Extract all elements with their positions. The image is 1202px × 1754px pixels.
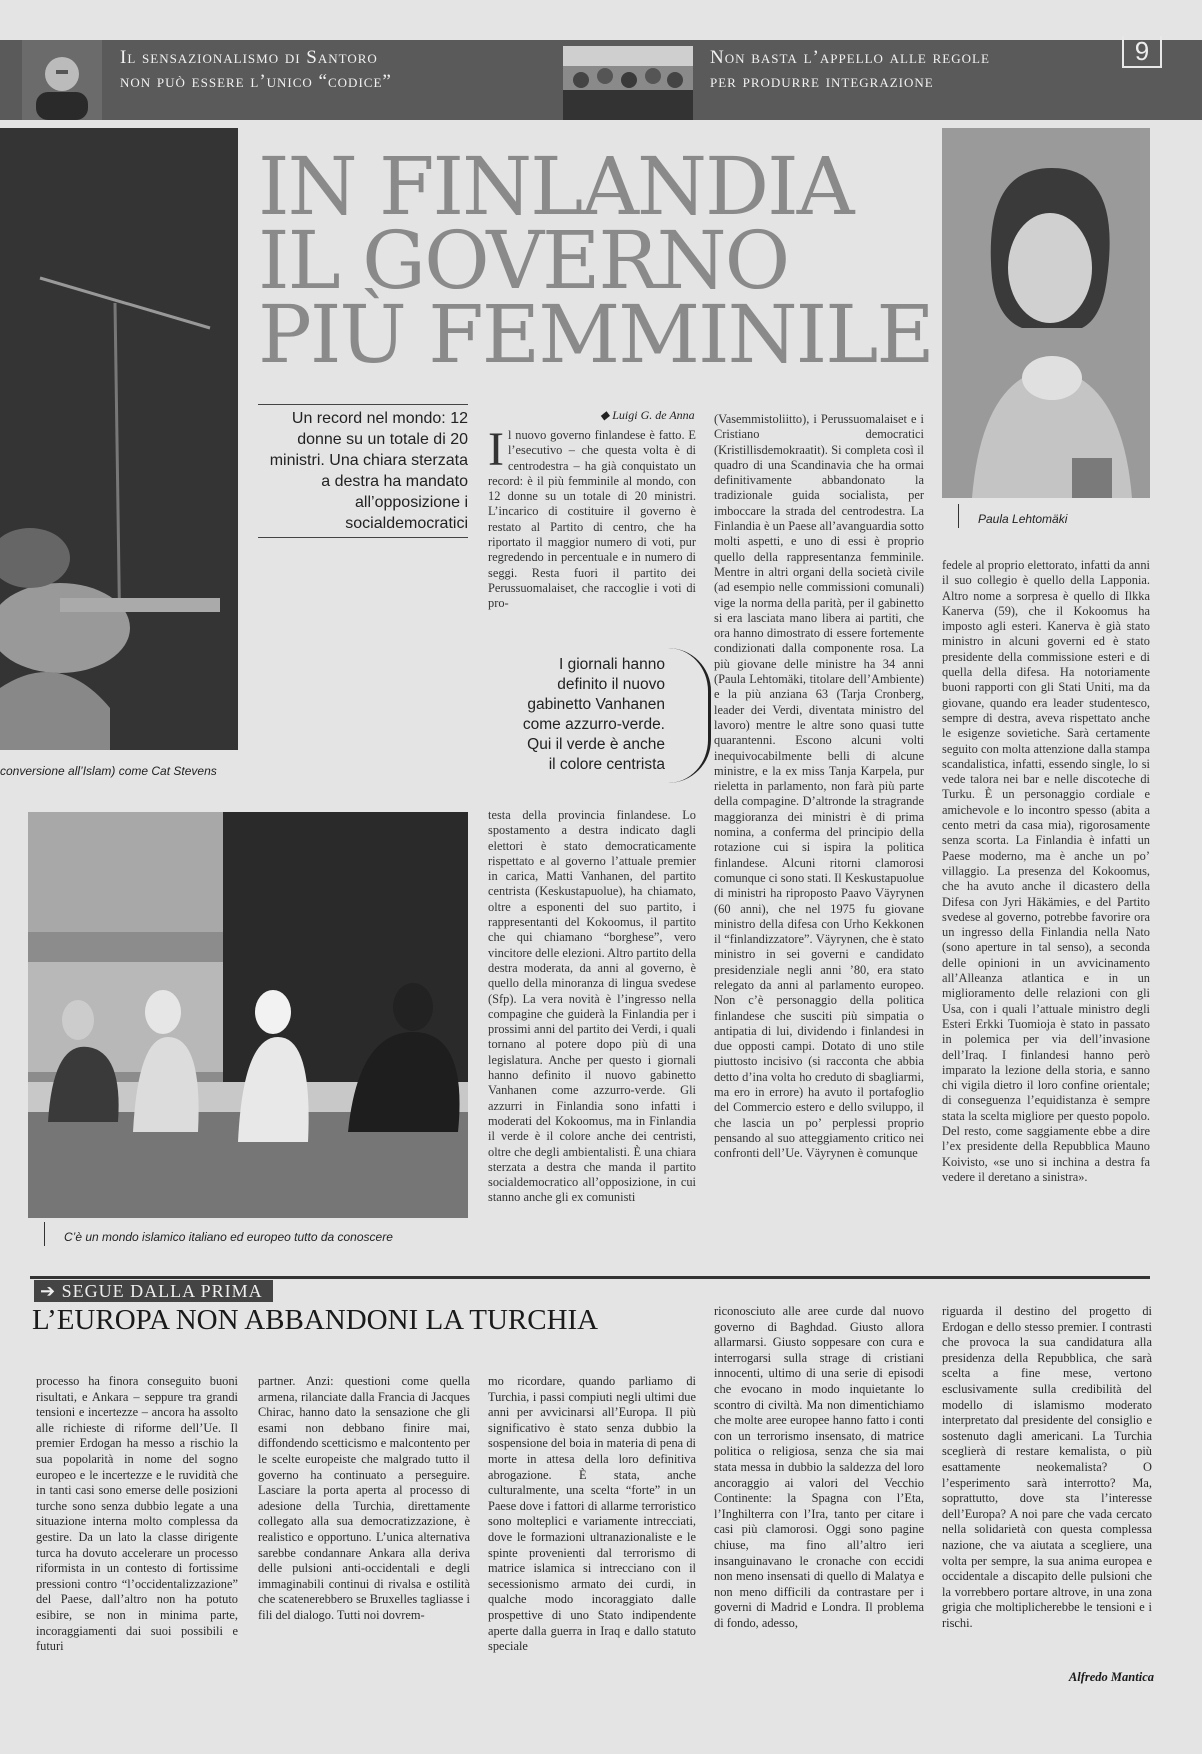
summary-rule-top: [258, 404, 468, 405]
byline: ◆ Luigi G. de Anna: [600, 408, 695, 422]
main-headline: [258, 140, 933, 381]
page-number: 9: [1122, 36, 1162, 68]
article-column-1-text: l nuovo governo finlandese è fatto. E l’esecutivo – che questa volta è di centrodestra – ha già conquistato un record: è il più femminile al mondo, con 12 donne su un totale di 20 ministri. L’incarico di costituire il governo è restato al Partito di centro, che ha riportato il maggior numero di voti, pur regredendo in percentuale e in numero di seggi. Resta fuori il partito dei Perussuomalaiset, che raccoglie i voti di pro-: [488, 428, 696, 611]
article-column-1: [488, 428, 696, 623]
portrait-caption: Paula Lehtomäki: [978, 512, 1068, 526]
byline-author: Luigi G. de Anna: [612, 408, 695, 422]
teaser-left-line2: non può essere l’unico “codice”: [120, 71, 392, 92]
secondary-headline: L’EUROPA NON ABBANDONI LA TURCHIA: [32, 1304, 599, 1336]
headline-line3: PIÙ FEMMINILE: [258, 288, 933, 381]
santoro-thumbnail: [22, 40, 102, 120]
group-photo-caption: C’è un mondo islamico italiano ed europeo tutto da conoscere: [64, 1230, 393, 1244]
pull-quote: I giornali hanno definito il nuovo gabinetto Vanhanen come azzurro-verde. Qui il verde è anche il colore centrista: [522, 656, 665, 773]
secondary-column-2: partner. Anzi: questioni come quella armena, rilanciate dalla Francia di Jacques Chirac, hanno dato la sensazione che gli esami non debbano finire mai, diffondendo scetticismo e malcontento per le scelte europeiste che malgrado tutto il governo ha continuato a perseguire. Lasciare la porta aperta al processo di adesione della Turchia, direttamente collegato alla sua democratizzazione, è realistico e opportuno. L’unica alternativa sarebbe condannare Ankara alla deriva delle pulsioni anti-occidentali e degli immaginabili continui di rivalsa e ostilità che scatenerebbero se Bruxelles tagliasse i fili del dialogo. Tutti noi dovrem-: [258, 1374, 470, 1622]
teaser-left-line1: Il sensazionalismo di Santoro: [120, 47, 378, 68]
concert-photo-caption: conversione all’Islam) come Cat Stevens: [0, 764, 217, 778]
secondary-column-1: processo ha finora conseguito buoni risultati, e Ankara – seppure tra grandi tensioni e incertezze – ancora ha assolto alle richieste di riforme dell’Ue. Il premier Erdogan ha messo a rischio la sua popolarità in nome del sogno europeo e le incertezze e le ruvidità che in tanti casi sono emerse delle posizioni turche sono senza dubbio legate a una situazione interna molto complessa da gestire. Da un lato la classe dirigente turca ha dovuto accelerare un processo riformista in un contesto di fortissime pressioni contro “l’occidentalizzazione” del Paese, dall’altro non ha potuto esibire, se non in minima parte, incoraggiamenti dai suoi possibili e futuri: [36, 1374, 238, 1654]
secondary-column-3: mo ricordare, quando parliamo di Turchia, i passi compiuti negli ultimi due anni per avvicinarsi all’Europa. Il più significativo è stato senza dubbio la sospensione del boia in materia di pena di morte in attesa della loro definitiva abrogazione. È stata, anche culturalmente, una scelta “forte” in un Paese dove i fattori di allarme terroristico sono molteplici e variamente intrecciati, dove le formazioni ultranazionaliste e le spinte provenienti dal terrorismo di matrice islamica si intrecciano con il secessionismo armato dei curdi, in qualche modo incoraggiato dalle prospettive di uno Stato indipendente aperte dalla guerra in Iraq e dallo statuto speciale: [488, 1374, 696, 1654]
portrait-photo: [942, 128, 1150, 498]
headline-line2: IL GOVERNO: [258, 214, 789, 307]
signature: Alfredo Mantica: [1068, 1670, 1154, 1684]
article-summary: Un record nel mondo: 12 donne su un totale di 20 ministri. Una chiara sterzata a destra ha mandato all’opposizione i socialdemocratici: [269, 410, 468, 532]
portrait-caption-rule: [958, 504, 959, 528]
portrait-graphic: [942, 128, 1150, 498]
summary-rule-bottom: [258, 537, 468, 538]
portrait-thumb-graphic: [22, 40, 102, 120]
concert-photo-graphic: [0, 128, 238, 750]
concert-photo: [0, 128, 238, 750]
group-photo: [28, 812, 468, 1218]
group-photo-graphic: [28, 812, 468, 1218]
article-column-1b: testa della provincia finlandese. Lo spostamento a destra indicato dagli elettori è stato democraticamente rispettato e al governo l’attuale premier in carica, Matti Vanhanen, del partito centrista (Keskustapuolue), ha chiamato, oltre a esponenti del suo partito, i rappresentanti del Kokoomus, il partito che qui chiamano “borghese”, vero vincitore delle elezioni. Altro partito della destra moderata, da anni al governo, è quello della minoranza di lingua svedese (Sfp). La vera novità è l’ingresso nella compagine che guiderà la Finlandia per i prossimi anni del partito dei Verdi, i quali tornano al potere dopo più di una legislatura. Anche per questo i giornali hanno definito il nuovo gabinetto Vanhanen come azzurro-verde. Gli azzurri in Finlandia sono infatti i moderati del Kokoomus, ma in Finlandia il verde è il colore anche dei centristi, oltre che degli ambientalisti. È una chiara sterzata a destra che manda il partito socialdemocratico all’opposizione, in cui stanno anche gli ex comunisti: [488, 808, 696, 1205]
secondary-column-4: riconosciuto alle aree curde dal nuovo governo di Baghdad. Giusto allora allarmarsi. Giusto soppesare con cura e interrogarsi sulla strage di cristiani innocenti, ultimo di una serie di episodi che evocano in modo inquietante lo scontro di civiltà. Ma non dimentichiamo che molte aree europee hanno fatto i conti con un terrorismo insensato, di matrice politica o religiosa, senza che sia mai stata messa in dubbio la saldezza del loro ancoraggio ai valori del Vecchio Continente: la Spagna con l’Eta, l’Inghilterra con l’Ira, tanto per citare i casi più clamorosi. Oggi sono pagine chiuse, ma fino all’altro ieri insanguinavano le cronache con eccidi non meno insensati di quello di Malatya e non meno difficili da contrastare per i governi di Madrid e Londra. Il problema di fondo, adesso,: [714, 1304, 924, 1630]
crowd-thumb-graphic: [563, 46, 693, 120]
kicker-segue: ➔ SEGUE DALLA PRIMA: [34, 1280, 273, 1302]
secondary-column-5: riguarda il destino del progetto di Erdogan e dello stesso premier. I contrasti che provoca la sua candidatura alla presidenza della Repubblica, che sarà scelta a fine mese, vertono esclusivamente sulla credibilità del modello di islamismo moderato interpretato dal presidente del consiglio e sostenuto dagli americani. La Turchia sceglierà di restare kemalista, o più esattamente neokemalista? O l’esperimento sarà interrotto? Ma, soprattutto, dove sta l’interesse dell’Europa? A noi pare che vada cercato nella solidarietà con questa complessa nazione, che va aiutata a scegliere, una volta per sempre, la sua anima europea e occidentale a discapito delle pulsioni che la vorrebbero portare altrove, in una zona grigia che moltiplicherebbe le tensioni e i rischi.: [942, 1304, 1152, 1630]
group-caption-rule: [44, 1222, 45, 1246]
article-column-3: fedele al proprio elettorato, infatti da anni il suo collegio è quello della Lapponia. Altro nome a sorpresa è quello di Ilkka Kanerva (59), che il Kokoomus ha imposto agli esteri. Kanerva è già stato ministro in alcuni governi ed è stato presidente della commissione esteri e di quella della difesa. Ha notoriamente buoni rapporti con gli Stati Uniti, ma da giovane, quando era leader studentesco, sempre di destra, aveva rispettato anche le esigenze sovietiche. Sarà certamente seguito con molta attenzione dalla stampa scandalistica, infatti, essendo single, lo si vede talora nei bar e nelle discoteche di Turku. È un personaggio cordiale e amichevole e lo incontro spesso (abita a cento metri da casa mia), rigorosamente senza scorta. La Finlandia è infatti un Paese moderno, ma è anche un po’ villaggio. La presenza del Kokoomus, che ha avuto anche il dicastero della Difesa con Jyri Häkämies, e del Partito svedese al governo, potrebbe favorire ora un ingresso della Finlandia nella Nato (sono aperture in tal senso), a seconda delle opinioni in un avvicinamento all’Alleanza atlantica e in un miglioramento delle relazioni con gli Usa, con i quali l’attuale ministro degli Esteri Erkki Tuomioja è stato in passato in polemica per via dell’invasione dell’Iraq. I finlandesi hanno però imparato la lezione della storia, e sanno chi vigila dietro il loro confine orientale; di conseguenza l’equidistanza è sempre stata la scelta migliore per questo popolo. Del resto, come saggiamente ebbe a dire l’ex presidente della Repubblica Mauno Koivisto, «se uno si inchina a destra fa vedere il deretano a sinistra».: [942, 558, 1150, 1184]
teaser-right-line2: per produrre integrazione: [710, 71, 934, 92]
teaser-right-line1: Non basta l’appello alle regole: [710, 47, 990, 68]
headline-line1: IN FINLANDIA: [258, 140, 853, 233]
dropcap: I: [488, 428, 504, 476]
integration-thumbnail: [563, 46, 693, 120]
pull-quote-bracket: [668, 648, 711, 783]
article-column-2: (Vasemmistoliitto), i Perussuomalaiset e i Cristiano democratici (Kristillisdemokraatit). Si completa così il quadro di una Scandinavia che ha ormai definitivamente abbandonato la tradizionale guida socialista, per imboccare la strada del centrodestra. La Finlandia è un Paese all’avanguardia sotto molti aspetti, e uno di essi è proprio quello della rappresentanza femminile. Mentre in altri organi della società civile (ad esempio nelle commissioni comunali) vige la norma della parità, per il gabinetto si era lasciata mano libera ai partiti, che ora hanno dimostrato di essere fortemente condizionati dalla componente rosa. La più giovane delle ministre ha 34 anni (Paula Lehtomäki, titolare dell’Ambiente) e la più anziana 63 (Tarja Cronberg, leader dei Verdi, diventata ministro del lavoro) mentre le altre sono quasi tutte quarantenni. Escono alcuni volti inequivocabilmente belli di alcune ministre, e la ex miss Tanja Karpela, pur rieletta in parlamento, non farà più parte della compagine. D’altronde la stragrande maggioranza dei ministri è di prima nomina, a conferma del principio della rotazione cui si ispira la politica finlandese. Alcuni ritorni clamorosi comunque ci sono stati. Il Keskustapuolue di ministri ha riproposto Paavo Väyrynen (60 anni), che nel 1975 fu giovane ministro della difesa con Urho Kekkonen il “finlandizzatore”. Väyrynen, che è stato ministro in sei governi e candidato presidenziale negli anni ’80, era stato relegato da anni al parlamento europeo. Non c’è personaggio della politica finlandese che susciti più simpatia o antipatia di lui, dividendo i finlandesi in due opposti campi. Dotato di uno stile piuttosto incisivo (si racconta che abbia detto d’ina volta ho creduto di sbagliarmi, ma ero in errore) ha avuto il portafoglio del Commercio estero e dello sviluppo, il che lascia un po’ perplessi proprio pensando al suo atteggiamento critico nei confronti dell’Ue. Väyrynen è comunque: [714, 412, 924, 1161]
